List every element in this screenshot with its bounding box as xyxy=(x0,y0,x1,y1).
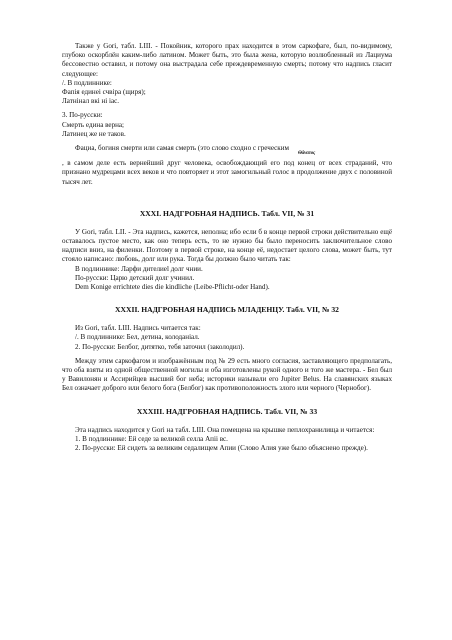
section-32-intro: Из Gori, табл. LIII. Надпись читается так: xyxy=(75,324,201,333)
section-33-heading: XXXIII. НАДГРОБНАЯ НАДПИСЬ. Табл. VII, № 33 xyxy=(136,406,318,416)
section-32-russian: 2. По-русски: Белбог, дитятко, тебя заточил (заколодил). xyxy=(75,342,245,351)
section-31-original: В подлиннике: Ларфи дителиеl долг чнии. xyxy=(75,264,203,273)
greek-paragraph xyxy=(62,144,392,187)
section-31-paragraph: У Gori, табл. LII. - Эта надпись, кажется, неполна; ибо если б в конце первой строки действительно ещё оставалось пустое место, как оно теперь есть, то не нужно бы было переносить заключительное слово надписи вниз, на филенки. Поэтому в первой строке, на конце её, недостает целого слова, может быть, тут стояло написано: любовь, долг или рука. Тогда бы должно было читать так: xyxy=(62,227,392,264)
original-label: /. В подлиннике: xyxy=(62,78,112,87)
greek-word: Θάνατος xyxy=(298,151,316,157)
section-32-paragraph: Между этим саркофагом и изображённым под № 29 есть много согласия, заставляющего предполагать, что оба взяты из одной общественной могилы и оба изготовлены рукой одного и того же мастера. - Бел был у Вавилонян и Ассирийцев высший бог неба; историки называли его Jupiter Belus. На славянских языках Бел означает доброго или белого бога (Белбог) как противоположность злого или черного (Чернобог). xyxy=(62,356,392,393)
greek-paragraph-start: Фациа, богиня смерти или самая смерть (это слово сходно с греческим xyxy=(75,144,290,153)
greek-paragraph-rest: , в самом деле есть вернейший друг человека, освобождающий его под конец от всех страданий, что признано мудрецами всех веков и что повторяет и этот замогильный голос в продолжение двух с половиной тысяч лет. xyxy=(62,159,392,186)
document-page xyxy=(62,42,392,453)
section-31-heading: XXXI. НАДГРОБНАЯ НАДПИСЬ. Табл. VII, № 31 xyxy=(139,208,315,218)
original-line-2: Латнiнал вкi нi iас. xyxy=(62,97,120,106)
section-32-heading: XXXII. НАДГРОБНАЯ НАДПИСЬ МЛАДЕНЦУ. Табл. VII, № 32 xyxy=(115,305,339,315)
russian-line-2: Латинец же не таков. xyxy=(62,129,126,138)
section-33-paragraph: Эта надпись находится у Gori на табл. LIII. Она помещена на крышке пеплохранилища и читается: xyxy=(75,425,375,434)
section-33-russian: 2. По-русски: Ей сидеть за великим седалищем Апии (Слово Алия уже было объяснено прежде). xyxy=(75,444,368,453)
section-32-original: /. В подлиннике: Бел, детина, колоданiал. xyxy=(75,333,200,342)
russian-label: 3. По-русски: xyxy=(62,111,103,120)
section-33-original: 1. В подлиннике: Ей седе за великой селла Апii вс. xyxy=(75,434,228,443)
section-31-russian: По-русски: Царю детский долг учинил. xyxy=(75,273,195,282)
section-31-german: Dem Konige errichtete dies die kindliche (Leibe-Pflicht-oder Hand). xyxy=(75,283,270,292)
russian-line-1: Смерть едина верна; xyxy=(62,120,125,129)
original-line-1: Фапiя единеi счвiра (щиря); xyxy=(62,88,146,97)
intro-paragraph: Также у Gori, табл. LIII. - Покойник, которого прах находится в этом саркофаге, был, по-видимому, глубоко оскорблён каким-либо латином. Может быть, это была жена, которую возлюбленный из Лациума бессовестно оставил, и потому она выстрадала себе преждевременную смерть; потому что надпись гласит следующее: xyxy=(62,42,392,78)
